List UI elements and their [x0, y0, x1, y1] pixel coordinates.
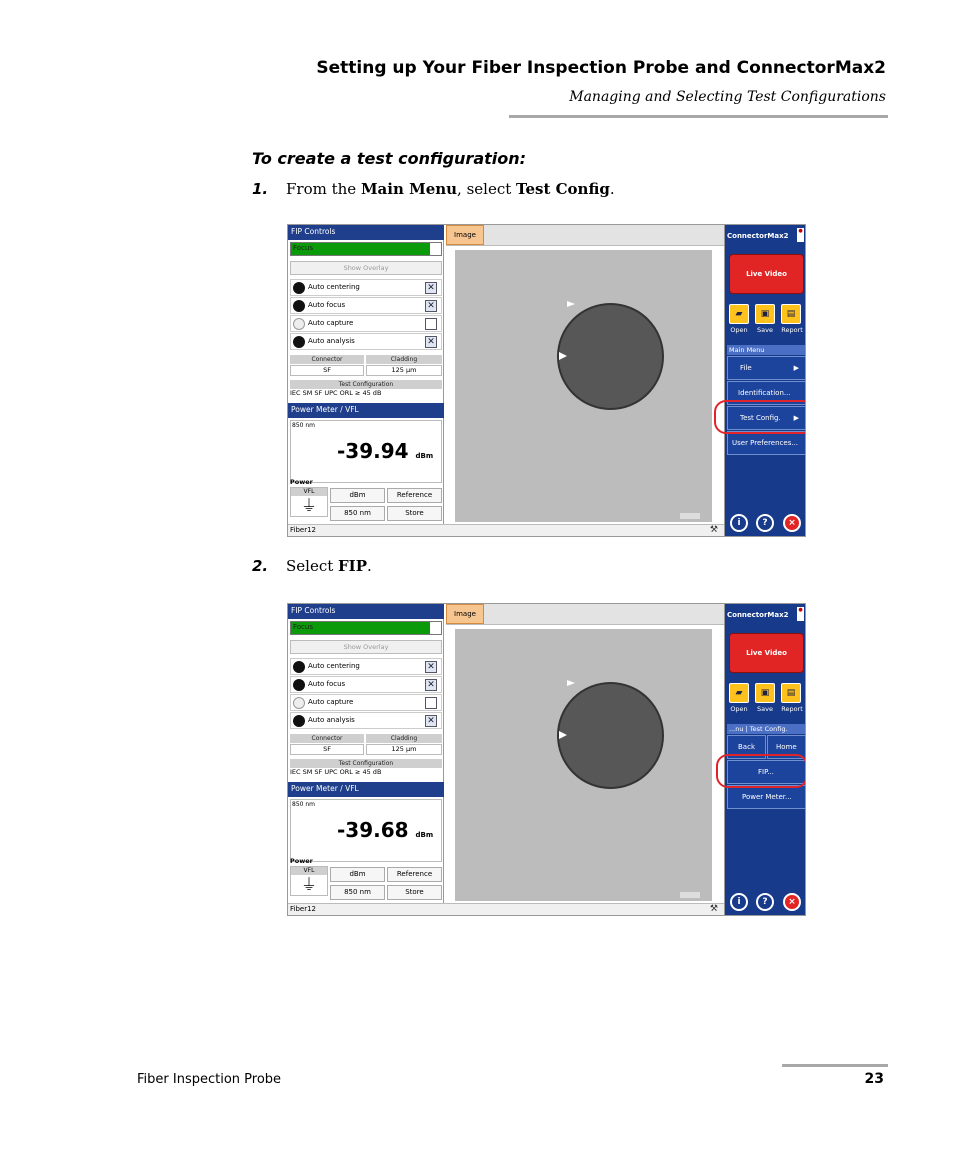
info-icon[interactable]: i: [730, 893, 748, 911]
test-config-block: [290, 759, 442, 779]
connector-header: Connector: [290, 355, 364, 364]
power-unit: dBm: [415, 831, 434, 839]
connector-header: Connector: [290, 734, 364, 743]
checkbox-icon[interactable]: ✕: [425, 661, 437, 673]
focus-bar[interactable]: [290, 242, 442, 256]
option-label: Auto capture: [308, 319, 354, 327]
option-auto-capture[interactable]: [290, 315, 442, 332]
page-number: 23: [864, 1071, 884, 1087]
footer-document-name: Fiber Inspection Probe: [137, 1072, 282, 1087]
screenshot-1: [287, 224, 806, 537]
highlight-circle: [716, 754, 806, 788]
live-video-button[interactable]: Live Video: [729, 633, 804, 673]
minimize-icon[interactable]: ●: [797, 228, 804, 242]
save-label: Save: [757, 705, 773, 713]
page-header-title: Setting up Your Fiber Inspection Probe and ConnectorMax2: [316, 58, 886, 78]
cladding-value[interactable]: 125 µm: [366, 365, 442, 376]
power-value: -39.68: [337, 818, 409, 842]
checkbox-icon[interactable]: ✕: [425, 300, 437, 312]
open-label: Open: [730, 705, 748, 713]
step-text: Select: [286, 557, 339, 575]
option-label: Auto centering: [308, 662, 360, 670]
vfl-label: VFL: [291, 488, 327, 496]
wavelength-label: 850 nm: [292, 801, 316, 808]
checkbox-icon[interactable]: ✕: [425, 715, 437, 727]
reference-button[interactable]: Reference: [387, 867, 442, 882]
option-auto-focus[interactable]: [290, 297, 442, 314]
step-text: From the: [286, 180, 361, 198]
radio-icon: [293, 715, 305, 727]
option-label: Auto focus: [308, 680, 346, 688]
menu-item-power-meter[interactable]: [727, 785, 806, 809]
open-folder-icon[interactable]: ▰: [729, 304, 749, 324]
save-disk-icon[interactable]: ▣: [755, 683, 775, 703]
help-icon[interactable]: ?: [756, 514, 774, 532]
step-number: 1.: [252, 180, 269, 198]
option-auto-centering[interactable]: [290, 279, 442, 296]
fiber-name: Fiber12: [290, 526, 316, 534]
option-auto-analysis[interactable]: [290, 333, 442, 350]
show-overlay-button[interactable]: Show Overlay: [290, 640, 442, 654]
fip-left-panel: [288, 604, 444, 903]
tab-image[interactable]: Image: [446, 225, 484, 245]
report-icon[interactable]: ▤: [781, 683, 801, 703]
step-bold: Test Config: [516, 180, 610, 198]
test-config-block: [290, 380, 442, 400]
wavelength-button[interactable]: 850 nm: [330, 885, 385, 900]
power-value: -39.94: [337, 439, 409, 463]
radio-icon: [293, 282, 305, 294]
app-title: ConnectorMax2: [727, 232, 789, 240]
checkbox-icon[interactable]: ✕: [425, 336, 437, 348]
scale-marker: [680, 892, 700, 898]
page-header-subtitle: Managing and Selecting Test Configurations: [569, 89, 886, 105]
power-reading-box: [290, 420, 442, 483]
report-icon[interactable]: ▤: [781, 304, 801, 324]
laser-diode-icon: ⏚: [300, 496, 317, 515]
info-icon[interactable]: i: [730, 514, 748, 532]
option-auto-focus[interactable]: [290, 676, 442, 693]
highlight-circle: [714, 400, 806, 434]
wavelength-button[interactable]: 850 nm: [330, 506, 385, 521]
radio-icon: [293, 661, 305, 673]
show-overlay-button[interactable]: Show Overlay: [290, 261, 442, 275]
reference-button[interactable]: Reference: [387, 488, 442, 503]
cladding-header: Cladding: [366, 355, 442, 364]
store-button[interactable]: Store: [387, 885, 442, 900]
close-icon[interactable]: ×: [783, 514, 801, 532]
step-number: 2.: [252, 557, 269, 575]
test-config-value: IEC SM SF UPC ORL ≥ 45 dB: [290, 768, 382, 776]
footer-rule: [782, 1064, 888, 1067]
radio-icon: [293, 318, 305, 330]
checkbox-icon[interactable]: ✕: [425, 679, 437, 691]
step-text: .: [609, 180, 615, 198]
power-reading-box: [290, 799, 442, 862]
laser-diode-icon: ⏚: [300, 875, 317, 894]
radio-icon: [293, 697, 305, 709]
tools-icon[interactable]: ⚒: [709, 525, 718, 535]
connector-table: [290, 355, 442, 379]
power-meter-header: Power Meter / VFL: [288, 782, 444, 797]
menu-label: User Preferences...: [732, 439, 799, 447]
option-label: Auto centering: [308, 283, 360, 291]
step-bold: Main Menu: [360, 180, 458, 198]
screenshot-2: [287, 603, 806, 916]
fip-controls-header: FIP Controls: [288, 225, 444, 240]
radio-icon: [293, 336, 305, 348]
focus-label: Focus: [291, 622, 430, 634]
right-panel: [724, 225, 806, 537]
power-reading: [337, 818, 433, 842]
report-label: Report: [781, 705, 803, 713]
menu-item-user-preferences[interactable]: [727, 431, 806, 455]
power-meter-header: Power Meter / VFL: [288, 403, 444, 418]
save-label: Save: [757, 326, 773, 334]
focus-label: Focus: [291, 243, 430, 255]
live-video-button[interactable]: Live Video: [729, 254, 804, 294]
focus-bar[interactable]: [290, 621, 442, 635]
power-label: Power: [290, 478, 313, 486]
power-label: Power: [290, 857, 313, 865]
fiber-core: [557, 303, 664, 410]
option-auto-capture[interactable]: [290, 694, 442, 711]
minimize-icon[interactable]: ●: [797, 607, 804, 621]
main-menu-header: Main Menu: [727, 345, 806, 355]
status-bar: [288, 524, 724, 537]
menu-label: Test Config.: [740, 414, 781, 422]
glint-mark: [567, 301, 575, 307]
option-auto-centering[interactable]: [290, 658, 442, 675]
step-text: , select: [457, 180, 517, 198]
menu-label: Back: [738, 743, 755, 751]
arrow-right-icon: ▶: [793, 414, 799, 422]
cladding-value[interactable]: 125 µm: [366, 744, 442, 755]
fiber-core: [557, 682, 664, 789]
radio-icon: [293, 300, 305, 312]
power-reading: [337, 439, 433, 463]
image-tab-bar: [446, 225, 724, 246]
app-title: ConnectorMax2: [727, 611, 789, 619]
vfl-button[interactable]: [290, 487, 328, 517]
step-2: [252, 557, 372, 575]
fiber-image: [455, 250, 712, 522]
menu-label: Identification...: [738, 389, 791, 397]
open-label: Open: [730, 326, 748, 334]
tab-image[interactable]: Image: [446, 604, 484, 624]
fiber-name: Fiber12: [290, 905, 316, 913]
option-label: Auto capture: [308, 698, 354, 706]
fip-left-panel: [288, 225, 444, 524]
close-icon[interactable]: ×: [783, 893, 801, 911]
status-bar: [288, 903, 724, 916]
menu-item-file[interactable]: [727, 356, 806, 380]
submenu-header: ...nu | Test Config.: [727, 724, 806, 734]
arrow-right-icon: ▶: [793, 364, 799, 372]
fip-controls-header: FIP Controls: [288, 604, 444, 619]
connector-table: [290, 734, 442, 758]
step-bold: FIP: [338, 557, 367, 575]
connector-value[interactable]: SF: [290, 744, 364, 755]
vfl-label: VFL: [291, 867, 327, 875]
store-button[interactable]: Store: [387, 506, 442, 521]
option-auto-analysis[interactable]: [290, 712, 442, 729]
header-rule: [509, 115, 888, 118]
checkbox-icon[interactable]: [425, 318, 437, 330]
option-label: Auto analysis: [308, 716, 355, 724]
test-config-header: Test Configuration: [290, 380, 442, 389]
tools-icon[interactable]: ⚒: [709, 904, 718, 914]
fiber-image: [455, 629, 712, 901]
open-folder-icon[interactable]: ▰: [729, 683, 749, 703]
connector-value[interactable]: SF: [290, 365, 364, 376]
menu-label: Power Meter...: [742, 793, 792, 801]
help-icon[interactable]: ?: [756, 893, 774, 911]
test-config-header: Test Configuration: [290, 759, 442, 768]
checkbox-icon[interactable]: ✕: [425, 282, 437, 294]
vfl-button[interactable]: [290, 866, 328, 896]
dbm-button[interactable]: dBm: [330, 867, 385, 882]
glint-mark: [567, 680, 575, 686]
scale-marker: [680, 513, 700, 519]
step-1: [252, 180, 615, 198]
dbm-button[interactable]: dBm: [330, 488, 385, 503]
option-label: Auto analysis: [308, 337, 355, 345]
menu-label: FIP...: [758, 768, 774, 776]
menu-label: File: [740, 364, 752, 372]
step-text: .: [366, 557, 372, 575]
cladding-header: Cladding: [366, 734, 442, 743]
procedure-title: To create a test configuration:: [252, 149, 527, 168]
report-label: Report: [781, 326, 803, 334]
wavelength-label: 850 nm: [292, 422, 316, 429]
menu-label: Home: [776, 743, 797, 751]
checkbox-icon[interactable]: [425, 697, 437, 709]
power-unit: dBm: [415, 452, 434, 460]
image-tab-bar: [446, 604, 724, 625]
test-config-value: IEC SM SF UPC ORL ≥ 45 dB: [290, 389, 382, 397]
option-label: Auto focus: [308, 301, 346, 309]
save-disk-icon[interactable]: ▣: [755, 304, 775, 324]
radio-icon: [293, 679, 305, 691]
